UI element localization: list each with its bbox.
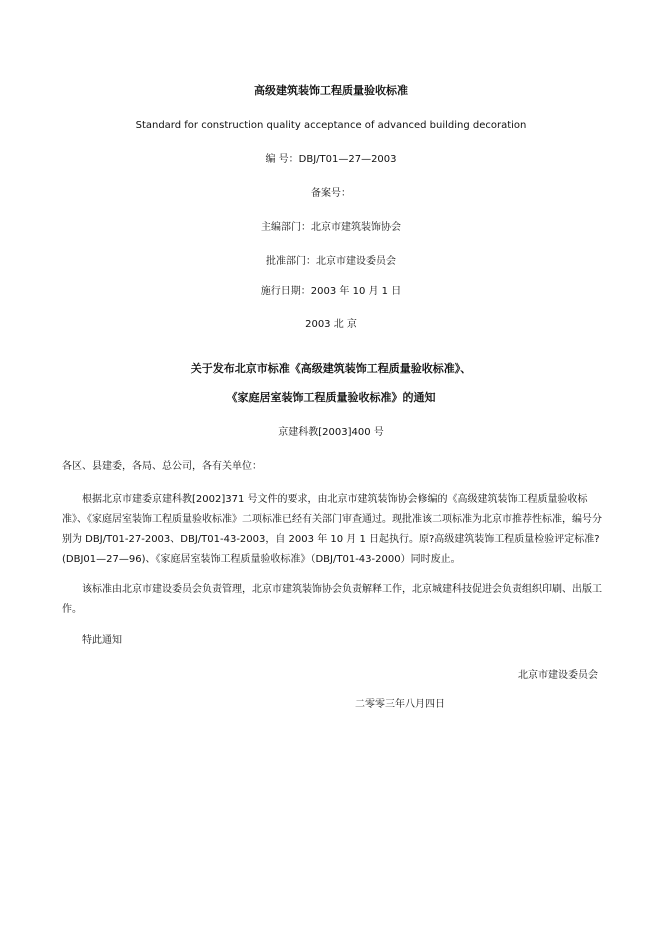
year-place: 2003 北 京 (305, 319, 357, 330)
document-title-en: Standard for construction quality acceptance of advanced building decoration (135, 120, 527, 131)
notice-body-paragraph-2 (62, 580, 602, 620)
approval-department: 批准部门：北京市建设委员会 (266, 256, 396, 267)
notice-date: 二零零三年八月四日 (355, 699, 445, 710)
record-number: 备案号： (311, 188, 351, 199)
paragraph-text: 根据北京市建委京建科教[2002]371 号文件的要求，由北京市建筑装饰协会修编的《高级建筑装饰工程质量验收标准》、《家庭居室装饰工程质量验收标准》二项标准已经有关部门审查通过。现批准该二项标准为北京市推荐性标准，编号分别为 DBJ/T01-27-2003、DBJ/T01-43-2003，自 2003 年 10 月 1 日起执行。原?高级建筑装饰工程质量检验评定标准?(DBJ01—27—96)、《家庭居室装饰工程质量验收标准》（DBJ/T01-43-2000）同时废止。 (62, 494, 602, 565)
document-title-cn: 高级建筑装饰工程质量验收标准 (254, 84, 408, 97)
paragraph-text: 该标准由北京市建设委员会负责管理，北京市建筑装饰协会负责解释工作，北京城建科技促进会负责组织印刷、出版工作。 (62, 584, 602, 615)
notice-salutation: 各区、县建委，各局、总公司，各有关单位： (62, 461, 262, 472)
notice-document-number: 京建科教[2003]400 号 (278, 427, 384, 438)
notice-body-paragraph-1 (62, 490, 602, 570)
notice-title-line1: 关于发布北京市标准《高级建筑装饰工程质量验收标准》、 (190, 362, 472, 375)
notice-closing: 特此通知 (82, 635, 122, 646)
standard-code: 编 号：DBJ/T01—27—2003 (265, 154, 397, 165)
signatory: 北京市建设委员会 (518, 670, 598, 681)
notice-title-line2: 《家庭居室装饰工程质量验收标准》的通知 (226, 391, 436, 404)
effective-date: 施行日期：2003 年 10 月 1 日 (260, 286, 402, 297)
editor-department: 主编部门：北京市建筑装饰协会 (261, 222, 401, 233)
